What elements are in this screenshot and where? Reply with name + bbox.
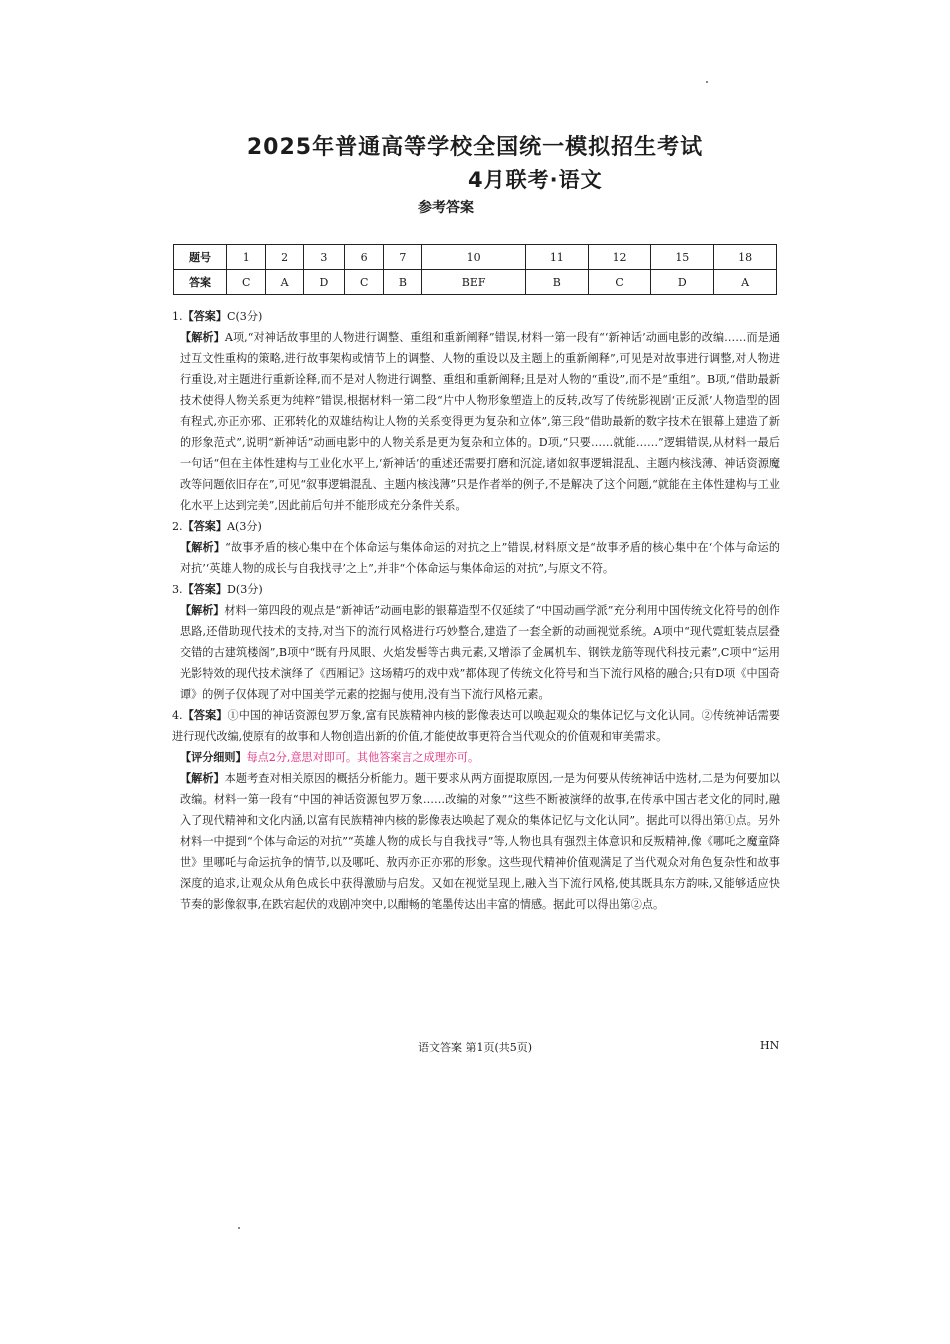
analysis-label: 【解析】 — [180, 604, 225, 617]
answer-cell: D — [651, 270, 714, 295]
question-number: 12 — [588, 245, 651, 270]
answer-cell: BEF — [422, 270, 526, 295]
table-row-numbers — [174, 245, 777, 270]
q1-analysis-text: A项,“对神话故事里的人物进行调整、重组和重新阐释”错误,材料一第一段有“‘新神话’动画电影的改编……而是通过互文性重构的策略,进行故事架构或情节上的调整、人物的重设以及主题上的重新阐释”,可见是对故事进行调整,对人物进行重设,对主题进行重新诠释,而不是对人物进行调整、重组和重新阐释;且是对人物的“重设”,而不是“重组”。B项,“借助最新技术使得人物关系更为纯粹”错误,根据材料一第二段“片中人物形象塑造上的反转,改写了传统影视剧‘正反派’人物造型的固有程式,亦正亦邪、正邪转化的双雄结构让人物的关系变得更为复杂和立体”,第三段“借助最新的数字技术在银幕上建造了新的形象范式”,说明“新神话”动画电影中的人物关系是更为复杂和立体的。D项,“只要……就能……”逻辑错误,从材料一最后一句话“但在主体性建构与工业化水平上,‘新神话’的重述还需要打磨和沉淀,诸如叙事逻辑混乱、主题内核浅薄、神话资源魔改等问题依旧存在”,可见“叙事逻辑混乱、主题内核浅薄”只是作者举的例子,不是解决了这个问题,“就能在主体性建构与工业化水平上达到完美”,因此前后句并不能形成充分条件关系。 — [180, 331, 780, 512]
answer-cell: A — [266, 270, 303, 295]
question-number: 11 — [525, 245, 588, 270]
q4-analysis — [172, 768, 780, 915]
question-number: 10 — [422, 245, 526, 270]
q2-number: 2. — [172, 520, 183, 533]
answer-cell: B — [525, 270, 588, 295]
answer-cell: D — [303, 270, 344, 295]
question-number: 6 — [344, 245, 383, 270]
answer-label: 【答案】 — [182, 310, 227, 323]
answer-cell: C — [588, 270, 651, 295]
table-row-answers — [174, 270, 777, 295]
question-number: 1 — [227, 245, 266, 270]
q4-answer-line — [172, 705, 780, 747]
answer-cell: C — [227, 270, 266, 295]
q1-number: 1. — [172, 310, 183, 323]
q3-analysis — [172, 600, 780, 705]
q2-analysis — [172, 537, 780, 579]
question-number: 15 — [651, 245, 714, 270]
exam-title: 2025年普通高等学校全国统一模拟招生考试 — [246, 135, 704, 160]
section-title: 参考答案 — [418, 200, 474, 216]
question-number: 3 — [303, 245, 344, 270]
q2-answer-line — [172, 516, 780, 537]
analysis-label: 【解析】 — [180, 541, 226, 554]
q4-scoring-text: 每点2分,意思对即可。其他答案言之成理亦可。 — [246, 751, 480, 764]
q2-answer: A(3分) — [226, 520, 262, 533]
page-footer: 语文答案 第1页(共5页) — [417, 1041, 533, 1054]
q4-number: 4. — [172, 709, 183, 722]
answer-label: 【答案】 — [182, 709, 228, 722]
answer-cell: B — [384, 270, 422, 295]
answer-table — [173, 244, 777, 295]
answer-cell: C — [344, 270, 383, 295]
exam-subtitle: 4月联考·语文 — [468, 168, 603, 192]
question-number: 18 — [714, 245, 777, 270]
scan-speck — [706, 81, 708, 83]
scoring-label: 【评分细则】 — [180, 751, 247, 764]
row-label-answer: 答案 — [174, 270, 227, 295]
q1-answer-line — [172, 306, 780, 327]
q3-answer-line — [172, 579, 780, 600]
q3-number: 3. — [172, 583, 183, 596]
answer-cell: A — [714, 270, 777, 295]
q1-answer: C(3分) — [226, 310, 263, 323]
answer-label: 【答案】 — [182, 520, 227, 533]
q2-analysis-text: “故事矛盾的核心集中在个体命运与集体命运的对抗之上”错误,材料原文是“故事矛盾的核心集中在‘个体与命运的对抗’‘英雄人物的成长与自我找寻’之上”,并非“个体命运与集体命运的对抗”,与原文不符。 — [180, 541, 780, 575]
q3-answer: D(3分) — [226, 583, 263, 596]
question-number: 2 — [266, 245, 303, 270]
row-label-number: 题号 — [174, 245, 227, 270]
q4-analysis-text: 本题考查对相关原因的概括分析能力。题干要求从两方面提取原因,一是为何要从传统神话中选材,二是为何要加以改编。材料一第一段有“中国的神话资源包罗万象……改编的对象”“这些不断被演绎的故事,在传承中国古老文化的同时,融入了现代精神和文化内涵,以富有民族精神内核的影像表达唤起了观众的集体记忆与文化认同”。据此可以得出第①点。另外材料一中提到“个体与命运的对抗”“英雄人物的成长与自我找寻”等,人物也具有强烈主体意识和反叛精神,像《哪吒之魔童降世》里哪吒与命运抗争的情节,以及哪吒、敖丙亦正亦邪的形象。这些现代精神价值观满足了当代观众对角色复杂性和故事深度的追求,让观众从角色成长中获得激励与启发。又如在视觉呈现上,融入当下流行风格,使其既具东方韵味,又能够适应快节奏的影像叙事,在跌宕起伏的戏剧冲突中,以酣畅的笔墨传达出丰富的情感。据此可以得出第②点。 — [180, 772, 780, 911]
answer-content — [172, 306, 780, 915]
analysis-label: 【解析】 — [180, 331, 225, 344]
q3-analysis-text: 材料一第四段的观点是“新神话”动画电影的银幕造型不仅延续了“中国动画学派”充分利用中国传统文化符号的创作思路,还借助现代技术的支持,对当下的流行风格进行巧妙整合,建造了一套全新的动画视觉系统。A项中“现代霓虹装点层叠交错的古建筑楼阁”,B项中“既有丹凤眼、火焰发髻等古典元素,又增添了金属机车、钢铁龙筋等现代科技元素”,C项中“运用光影特效的现代技术演绎了《西厢记》这场精巧的戏中戏”都体现了传统文化符号和当下流行风格的融合;只有D项《中国奇谭》的例子仅体现了对中国美学元素的挖掘与使用,没有当下流行风格元素。 — [180, 604, 780, 701]
region-code: HN — [760, 1039, 780, 1052]
q4-scoring — [172, 747, 780, 768]
q4-answer: ①中国的神话资源包罗万象,富有民族精神内核的影像表达可以唤起观众的集体记忆与文化认同。②传统神话需要进行现代改编,使原有的故事和人物创造出新的价值,才能使故事更符合当代观众的价值观和审美需求。 — [172, 709, 780, 743]
scan-speck — [238, 1227, 240, 1229]
question-number: 7 — [384, 245, 422, 270]
analysis-label: 【解析】 — [180, 772, 225, 785]
answer-label: 【答案】 — [182, 583, 227, 596]
q1-analysis — [172, 327, 780, 516]
